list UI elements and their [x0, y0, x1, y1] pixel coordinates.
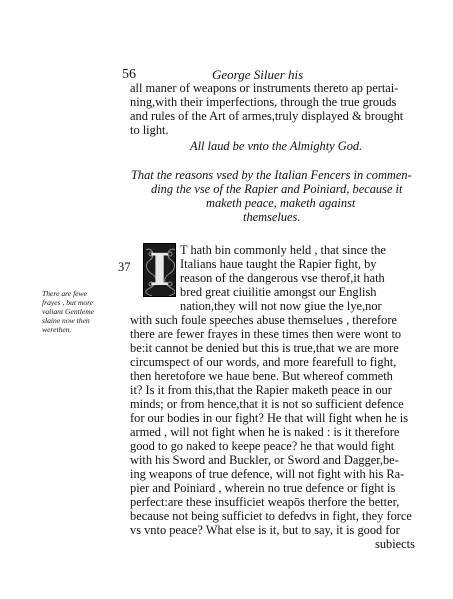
margin-note-line: valiant Gentleme — [42, 307, 95, 316]
margin-note-line: werethen. — [42, 325, 72, 334]
intro-line: all maner of weapons or instruments thereto ap pertai- — [130, 81, 399, 95]
body-line: armed , will not fight when he is naked : is it therefore — [130, 425, 400, 439]
body-line: because not being sufficiet to defedvs in fight, they force — [130, 509, 412, 523]
margin-note-line: slaine now then — [42, 316, 90, 325]
body-line: perfect:are these insufficiet weapōs therfore the better, — [130, 495, 400, 509]
praise-line: All laud be vnto the Almighty God. — [190, 139, 363, 153]
body-line: Italians haue taught the Rapier fight, by — [180, 257, 377, 271]
body-line: there are fewer frayes in these times then were wont to — [130, 327, 402, 341]
intro-line: ning,with their imperfections, through the true grouds — [130, 95, 397, 109]
body-line: good to go naked to keepe peace? he that would fight — [130, 439, 395, 453]
body-line: with his Sword and Buckler, or Sword and Dagger,be- — [130, 453, 399, 467]
body-line: circumspect of our words, and more fearefull to fight, — [130, 355, 397, 369]
body-line: for our bodies in our fight? He that will fight when he is — [130, 411, 409, 425]
margin-note-line: There are fewe — [42, 289, 87, 298]
body-line: T hath bin commonly held , that since the — [180, 243, 386, 257]
section-heading-line: themselues. — [243, 210, 301, 224]
intro-line: and rules of the Art of armes,truly displayed & brought — [130, 109, 404, 123]
body-line: reason of the dangerous vse therof,it hath — [180, 271, 385, 285]
section-heading-line: ding the vse of the Rapier and Poiniard, because it — [151, 182, 403, 196]
section-number: 37 — [118, 260, 131, 274]
body-line: be:it cannot be denied but this is true,that we are more — [130, 341, 399, 355]
initial-letter: I — [149, 245, 170, 296]
running-title: George Siluer his — [212, 67, 304, 82]
body-line: then heretofore we haue bene. But whereof commeth — [130, 369, 393, 383]
intro-line: to light. — [130, 123, 169, 137]
page-number: 56 — [122, 67, 136, 82]
catchword: subiects — [375, 537, 415, 551]
decorated-initial — [143, 243, 176, 297]
body-line: vs vnto peace? What else is it, but to say, it is good for — [130, 523, 400, 537]
body-line: minds; or from hence,that it is not so sufficient defence — [130, 397, 404, 411]
body-line: it? Is it from this,that the Rapier maketh peace in our — [130, 383, 392, 397]
body-line: nation,they will not now giue the lye,nor — [180, 299, 382, 313]
body-line: bred great ciuilitie amongst our English — [180, 285, 377, 299]
margin-note-line: frayes , but more — [42, 298, 94, 307]
section-heading-line: That the reasons vsed by the Italian Fencers in commen- — [131, 168, 412, 182]
body-line: pier and Poiniard , wherein no true defence or fight is — [130, 481, 396, 495]
body-line: with such foule speeches abuse themselues , therefore — [130, 313, 397, 327]
section-heading-line: maketh peace, maketh against — [206, 196, 356, 210]
body-line: ing weapons of true defence, will not fight with his Ra- — [130, 467, 405, 481]
